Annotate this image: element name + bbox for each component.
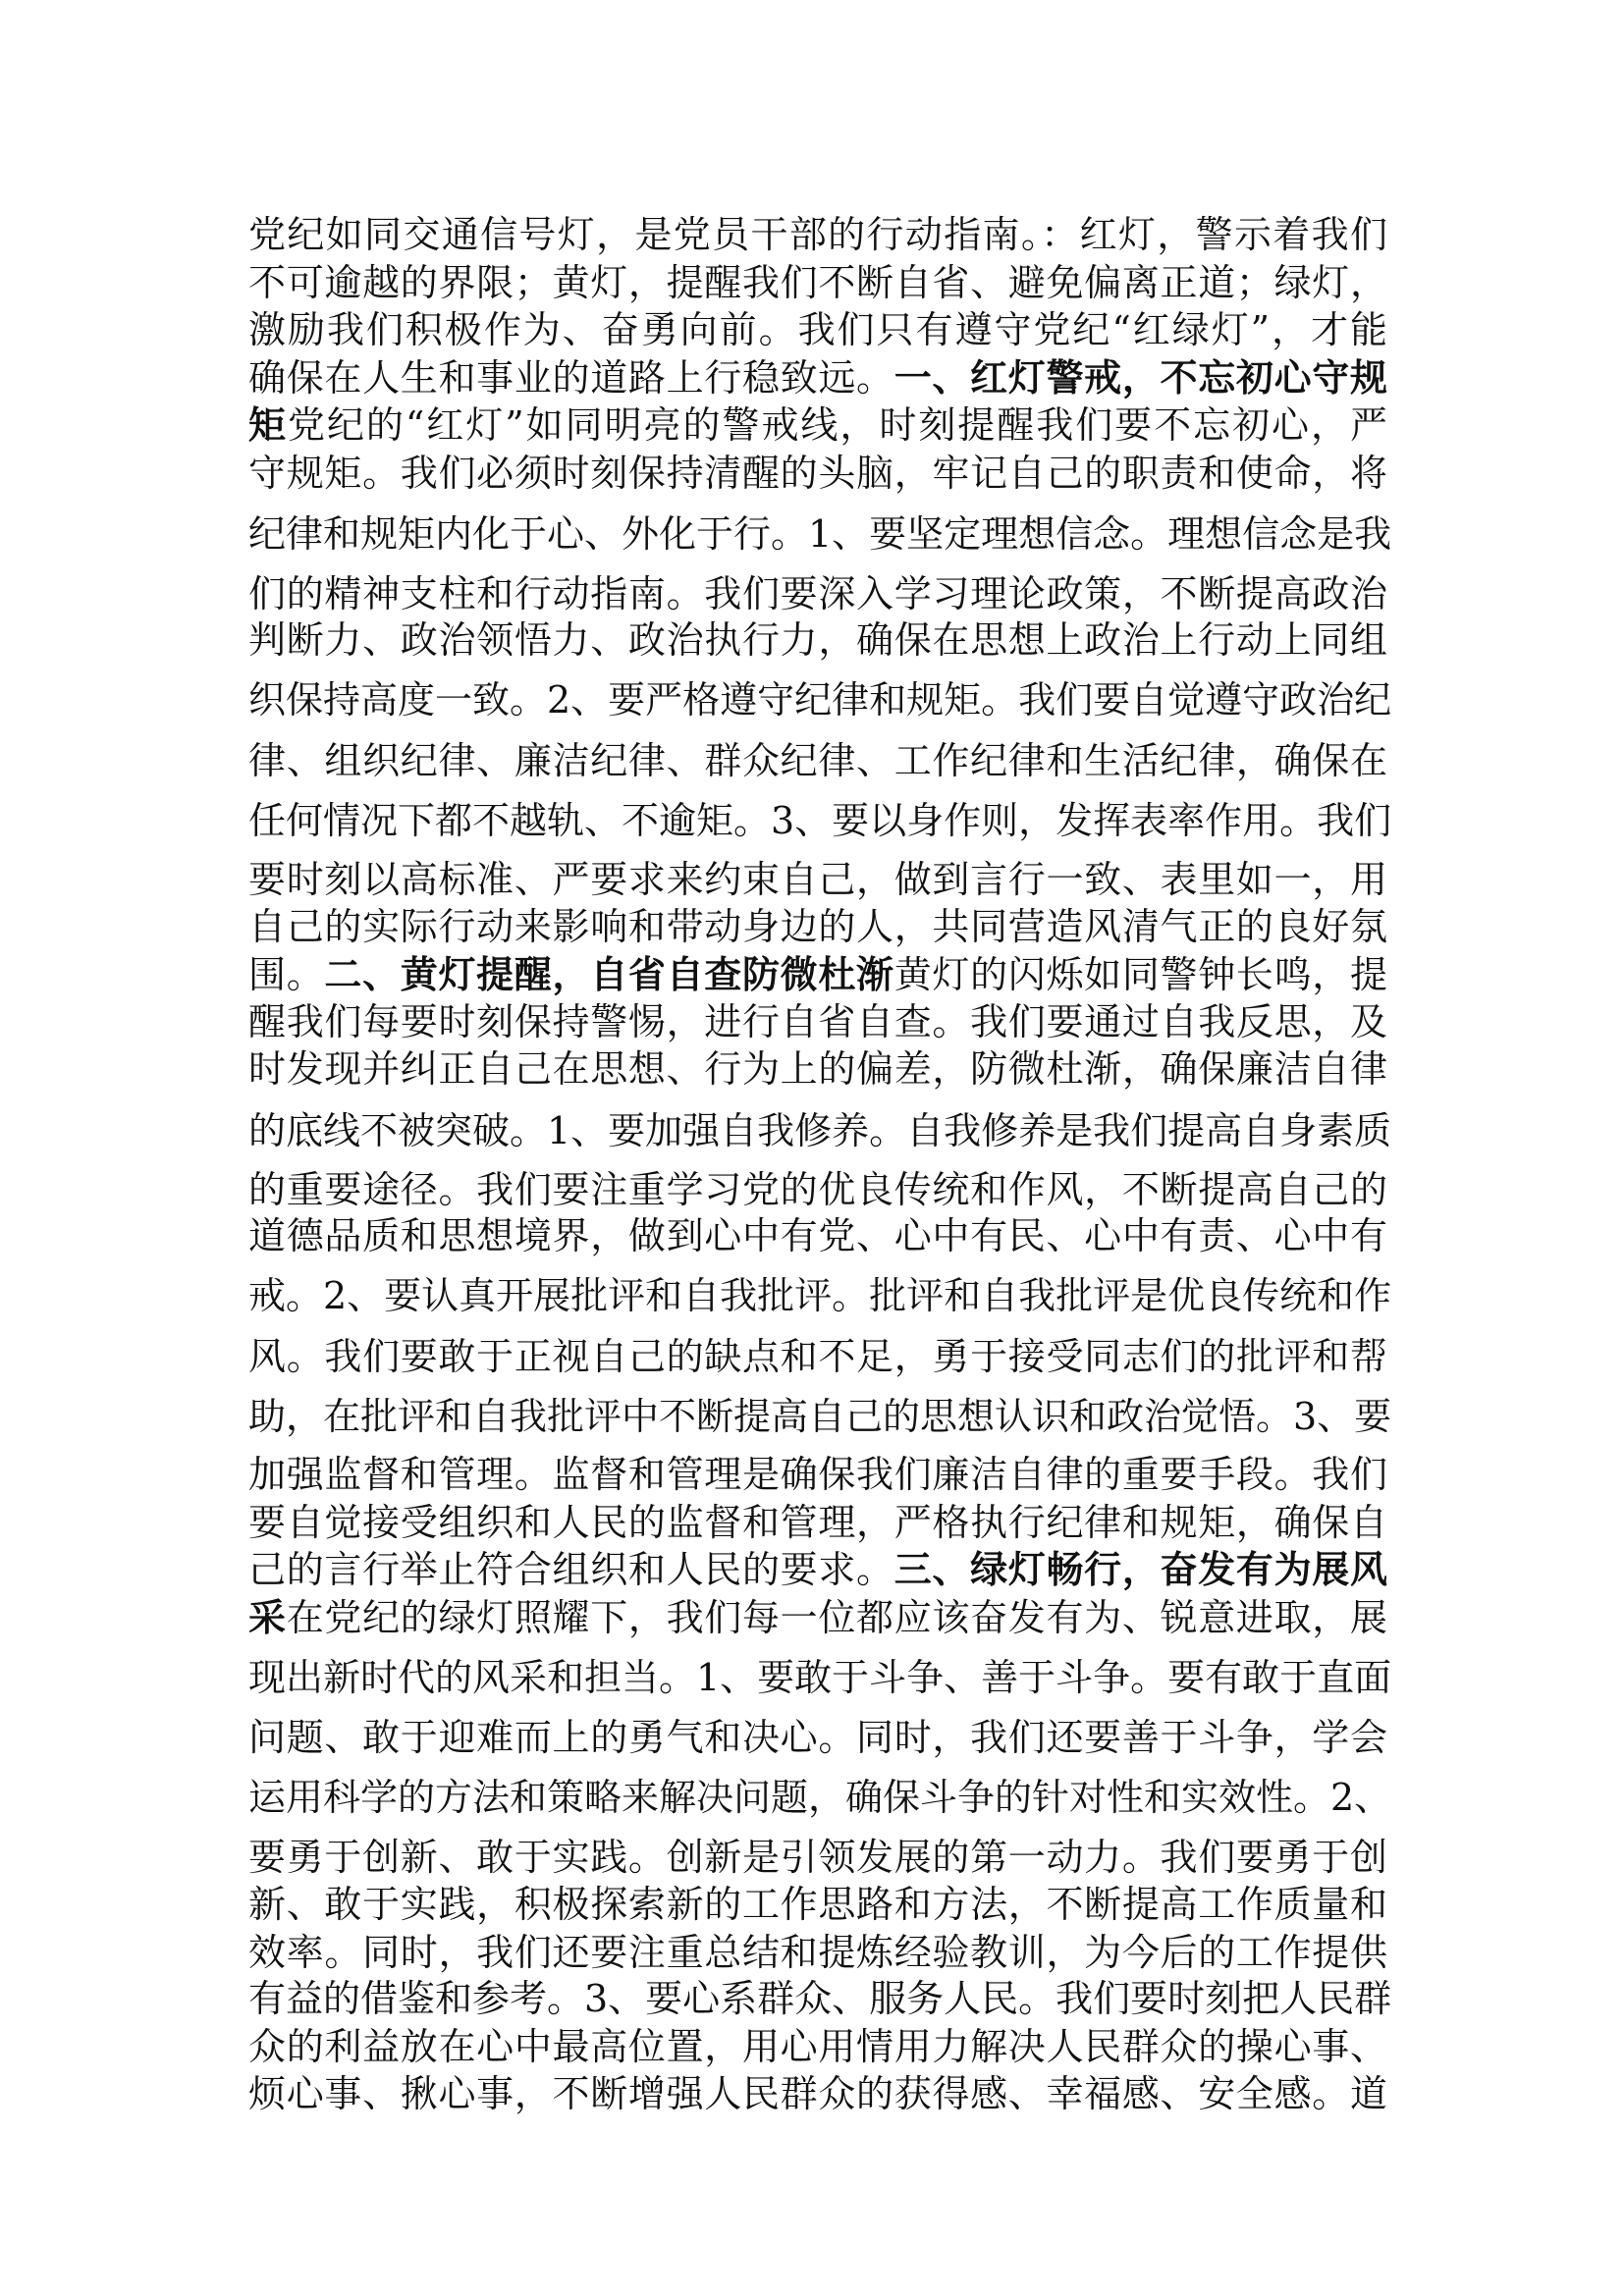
body-text: 醒我们每要时刻保持警惕，进行自省自查。我们要通过自我反思，及 — [248, 1000, 1387, 1043]
body-text: 激励我们积极作为、奋勇向前。我们只有遵守党纪“红绿灯”，才能 — [248, 308, 1387, 351]
body-text: 的重要途径。我们要注重学习党的优良传统和作风，不断提高自己的 — [248, 1168, 1387, 1211]
section-heading-text: 二、黄灯提醒，自省自查防微杜渐 — [324, 953, 894, 996]
body-text: 要勇于创新、敢于实践。创新是引领发展的第一动力。我们要勇于创 — [248, 1836, 1387, 1879]
text-line — [248, 950, 1387, 999]
body-text: 要自觉接受组织和人民的监督和管理，严格执行纪律和规矩，确保自 — [248, 1501, 1387, 1544]
text-line — [248, 736, 1387, 785]
body-text: 戒。2、要认真开展批评和自我批评。批评和自我批评是优良传统和作 — [248, 1274, 1392, 1317]
body-text: 织保持高度一致。2、要严格遵守纪律和规矩。我们要自觉遵守政治纪 — [248, 678, 1392, 721]
text-line — [248, 615, 1387, 665]
body-text: 烦心事、揪心事，不断增强人民群众的获得感、幸福感、安全感。道 — [248, 2072, 1387, 2115]
body-text: 确保在人生和事业的道路上行稳致远。 — [248, 356, 894, 400]
body-text: 党纪的“红灯”如同明亮的警戒线，时刻提醒我们要不忘初心，严 — [287, 403, 1387, 447]
body-text: 守规矩。我们必须时刻保持清醒的头脑，牢记自己的职责和使命，将 — [248, 452, 1387, 495]
text-line — [248, 1974, 1392, 2023]
body-text: 党纪如同交通信号灯，是党员干部的行动指南。：红灯，警示着我们 — [248, 213, 1387, 256]
body-text: 要时刻以高标准、严要求来约束自己，做到言行一致、表里如一，用 — [248, 858, 1387, 901]
text-line — [248, 1044, 1387, 1094]
text-line — [248, 1928, 1387, 1977]
text-line — [248, 675, 1392, 724]
body-text: 问题、敢于迎难而上的勇气和决心。同时，我们还要善于斗争，学会 — [248, 1716, 1387, 1759]
body-text: 新、敢于实践，积极探索新的工作思路和方法，不断提高工作质量和 — [248, 1883, 1387, 1926]
text-line — [248, 2022, 1387, 2071]
text-line — [248, 1880, 1387, 1929]
body-text: 有益的借鉴和参考。3、要心系群众、服务人民。我们要时刻把人民群 — [248, 1977, 1392, 2020]
text-line — [248, 1593, 1387, 1642]
body-text: 自己的实际行动来影响和带动身边的人，共同营造风清气正的良好氛 — [248, 905, 1387, 948]
body-text: 的底线不被突破。1、要加强自我修养。自我修养是我们提高自身素质 — [248, 1109, 1392, 1152]
body-text: 纪律和规矩内化于心、外化于行。1、要坚定理想信念。理想信念是我 — [248, 512, 1392, 556]
text-line — [248, 210, 1387, 259]
text-line — [248, 796, 1392, 845]
text-line — [248, 305, 1387, 354]
section-heading-text: 一、红灯警戒，不忘初心守规 — [893, 356, 1387, 400]
text-line — [248, 2069, 1387, 2118]
text-line — [248, 855, 1387, 904]
text-line — [248, 1653, 1392, 1702]
text-line — [248, 1450, 1387, 1499]
body-text: 加强监督和管理。监督和管理是确保我们廉洁自律的重要手段。我们 — [248, 1453, 1387, 1496]
text-line — [248, 569, 1387, 618]
text-line — [248, 1833, 1387, 1882]
body-text: 不可逾越的界限；黄灯，提醒我们不断自省、避免偏离正道；绿灯， — [248, 261, 1387, 304]
body-text: 众的利益放在心中最高位置，用心用情用力解决人民群众的操心事、 — [248, 2025, 1387, 2068]
text-line — [248, 1713, 1387, 1762]
text-line — [248, 1392, 1392, 1441]
body-text: 黄灯的闪烁如同警钟长鸣，提 — [893, 953, 1387, 996]
text-line — [248, 1271, 1392, 1320]
body-text: 判断力、政治领悟力、政治执行力，确保在思想上政治上行动上同组 — [248, 618, 1387, 662]
text-line — [248, 1106, 1392, 1155]
body-text: 律、组织纪律、廉洁纪律、群众纪律、工作纪律和生活纪律，确保在 — [248, 739, 1387, 782]
text-line — [248, 1165, 1387, 1214]
body-text: 们的精神支柱和行动指南。我们要深入学习理论政策，不断提高政治 — [248, 572, 1387, 615]
body-text: 现出新时代的风采和担当。1、要敢于斗争、善于斗争。要有敢于直面 — [248, 1656, 1392, 1699]
text-line — [248, 449, 1387, 498]
text-line — [248, 1773, 1392, 1822]
body-text: 己的言行举止符合组织和人民的要求。 — [248, 1548, 894, 1591]
text-line — [248, 353, 1387, 402]
text-line — [248, 400, 1387, 450]
section-heading-text: 矩 — [248, 403, 288, 447]
body-text: 风。我们要敢于正视自己的缺点和不足，勇于接受同志们的批评和帮 — [248, 1335, 1387, 1378]
text-line — [248, 1211, 1387, 1260]
text-line — [248, 509, 1392, 559]
body-text: 运用科学的方法和策略来解决问题，确保斗争的针对性和实效性。2、 — [248, 1776, 1392, 1819]
text-line — [248, 1545, 1387, 1594]
body-text: 在党纪的绿灯照耀下，我们每一位都应该奋发有为、锐意进取，展 — [286, 1596, 1387, 1639]
text-line — [248, 258, 1387, 307]
section-heading-text: 三、绿灯畅行，奋发有为展风 — [893, 1548, 1387, 1591]
text-line — [248, 1498, 1387, 1547]
text-line — [248, 997, 1387, 1046]
section-heading-text: 采 — [248, 1596, 287, 1639]
body-text: 效率。同时，我们还要注重总结和提炼经验教训，为今后的工作提供 — [248, 1931, 1387, 1974]
body-text: 时发现并纠正自己在思想、行为上的偏差，防微杜渐，确保廉洁自律 — [248, 1047, 1387, 1091]
body-text: 道德品质和思想境界，做到心中有党、心中有民、心中有责、心中有 — [248, 1214, 1387, 1257]
text-line — [248, 1332, 1387, 1381]
text-line — [248, 902, 1387, 951]
body-text: 任何情况下都不越轨、不逾矩。3、要以身作则，发挥表率作用。我们 — [248, 799, 1392, 842]
body-text: 围。 — [248, 953, 325, 996]
body-text: 助，在批评和自我批评中不断提高自己的思想认识和政治觉悟。3、要 — [248, 1395, 1392, 1438]
